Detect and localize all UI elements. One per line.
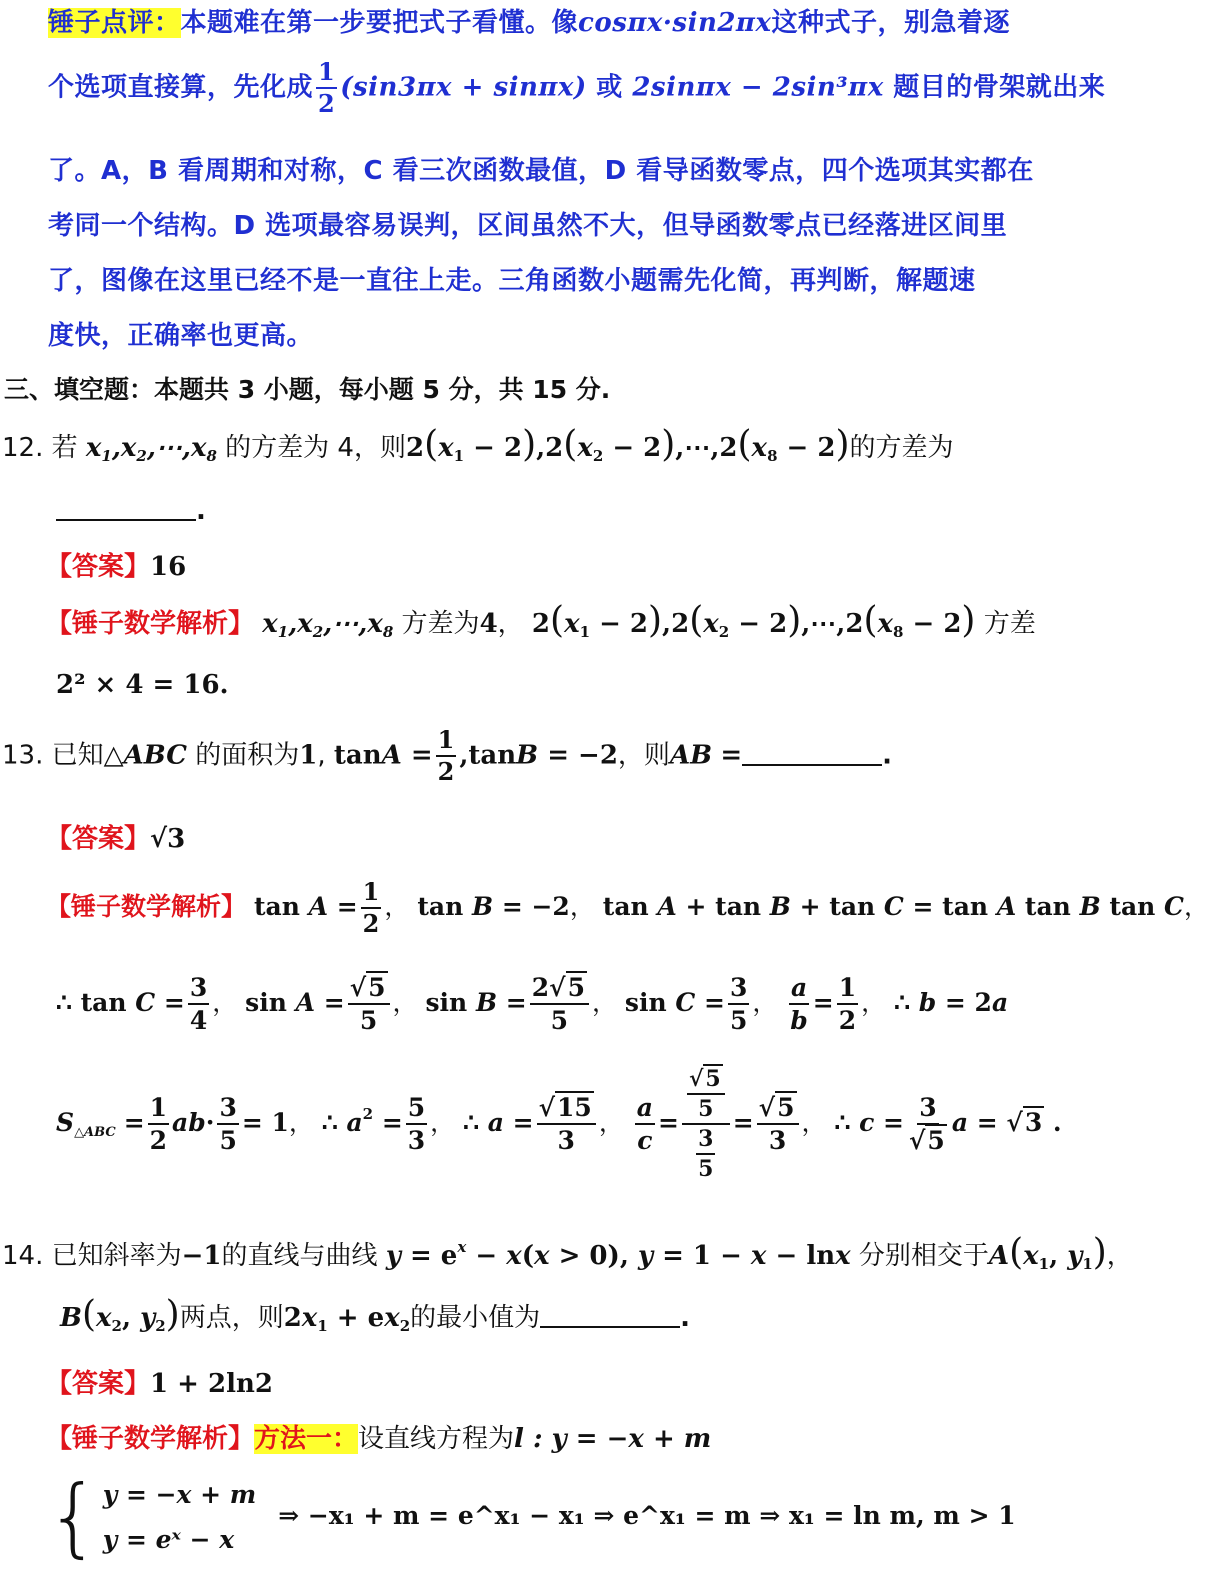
comment-line-5: 了，图像在这里已经不是一直往上走。三角函数小题需先化简，再判断，解题速: [48, 266, 976, 296]
fraction-half: $\frac{1}{2}$: [318, 57, 336, 118]
q13-analysis-1: 【锤子数学解析】 tan A = $\frac{1}{2}$ ， tan B = −2， tan A + tan B + tan C = tan A tan B tan C，: [46, 877, 1209, 938]
q12-stem: 12. 若 $x_1,x_2,\cdots,x_8$ 的方差为 4，则$2(x_1 - 2),2(x_2$ − $2),\cdots,2(x_8 - 2)$的方差为: [2, 424, 954, 465]
comment-line-1: 锤子点评：本题难在第一步要把式子看懂。像cosπx·sin2πx这种式子，别急着逐: [48, 8, 1010, 38]
q13-analysis-3: $S_{\triangle ABC}$ = $\frac{1}{2}$ ab· $\frac{3}{5}$ = 1， ∴ $a^2$ = $\frac{5}{3}$ ， ∴ a = $\frac{√15}{3}$ ， $\frac{a}{c}$ = $\frac{\frac{√5}{5}}{\frac{3}{5}}$ = $\frac{√5}{3}$ ， ∴ c = $\frac{3}{√5}$ a = √3 .: [56, 1066, 1062, 1182]
q12-analysis: 【锤子数学解析】 $x_1,x_2,\cdots,x_8$ 方差为4， $2(x_1 - 2),2(x_2$ − $2),\cdots,2(x_8 - 2)$ 方差: [46, 600, 1036, 641]
comment-label: 锤子点评：: [48, 8, 181, 38]
q14-stem-1: 14. 已知斜率为−1的直线与曲线 $y = e^x - x(x > 0)$, y = 1 − x − lnx 分别相交于$A(x_1$, $y_1$)，: [2, 1232, 1133, 1273]
brace-symbol: {: [46, 1467, 101, 1567]
q14-system: { y = −x + m y = eˣ − x ⇒ −x₁ + m = e^x₁ − x₁ ⇒ e^x₁ = m ⇒ x₁ = ln m, m > 1: [46, 1467, 1016, 1567]
comment-line-3: 了。A，B 看周期和对称，C 看三次函数最值，D 看导函数零点，四个选项其实都在: [48, 156, 1034, 186]
comment-line-4: 考同一个结构。D 选项最容易误判，区间虽然不大，但导函数零点已经落进区间里: [48, 211, 1008, 241]
comment-line-2: 个选项直接算，先化成 $\frac{1}{2}$ (sin3πx + sinπx) 或 2sinπx − 2sin³πx 题目的骨架就出来: [48, 57, 1106, 118]
q14-answer: 【答案】1 + 2ln2: [46, 1369, 273, 1399]
math-expr: (sin3πx + sinπx): [340, 72, 587, 103]
q13-analysis-2: ∴ tan C = $\frac{3}{4}$ ， sin A = $\frac{√5}{5}$ ， sin B = $\frac{2√5}{5}$ ， sin C = $\frac{3}{5}$ ， $\frac{a}{b}$ = $\frac{1}{2}$ ， ∴ b = 2a: [56, 973, 1009, 1035]
q14-analysis: 【锤子数学解析】方法一：设直线方程为l : y = −x + m: [46, 1424, 712, 1454]
method-label: 方法一：: [254, 1424, 359, 1454]
q12-answer: 【答案】16: [46, 552, 187, 582]
q12-result: 2² × 4 = 16.: [56, 670, 229, 700]
comment-line-6: 度快，正确率也更高。: [48, 321, 314, 351]
q12-blank: .: [56, 496, 206, 526]
math-expr: cosπx·sin2πx: [578, 8, 772, 38]
q14-stem-2: $B(x_2$, $y_2$)两点，则$2x_1 + ex_2$的最小值为 .: [60, 1294, 691, 1335]
math-expr: 2sinπx − 2sin³πx: [632, 72, 884, 103]
section-heading: 三、填空题：本题共 3 小题，每小题 5 分，共 15 分.: [4, 375, 611, 404]
q13-stem: 13. 已知△ABC 的面积为1, tanA = $\frac{1}{2}$ ,tanB = −2，则AB = .: [2, 725, 893, 786]
q13-answer: 【答案】√3: [46, 824, 186, 854]
